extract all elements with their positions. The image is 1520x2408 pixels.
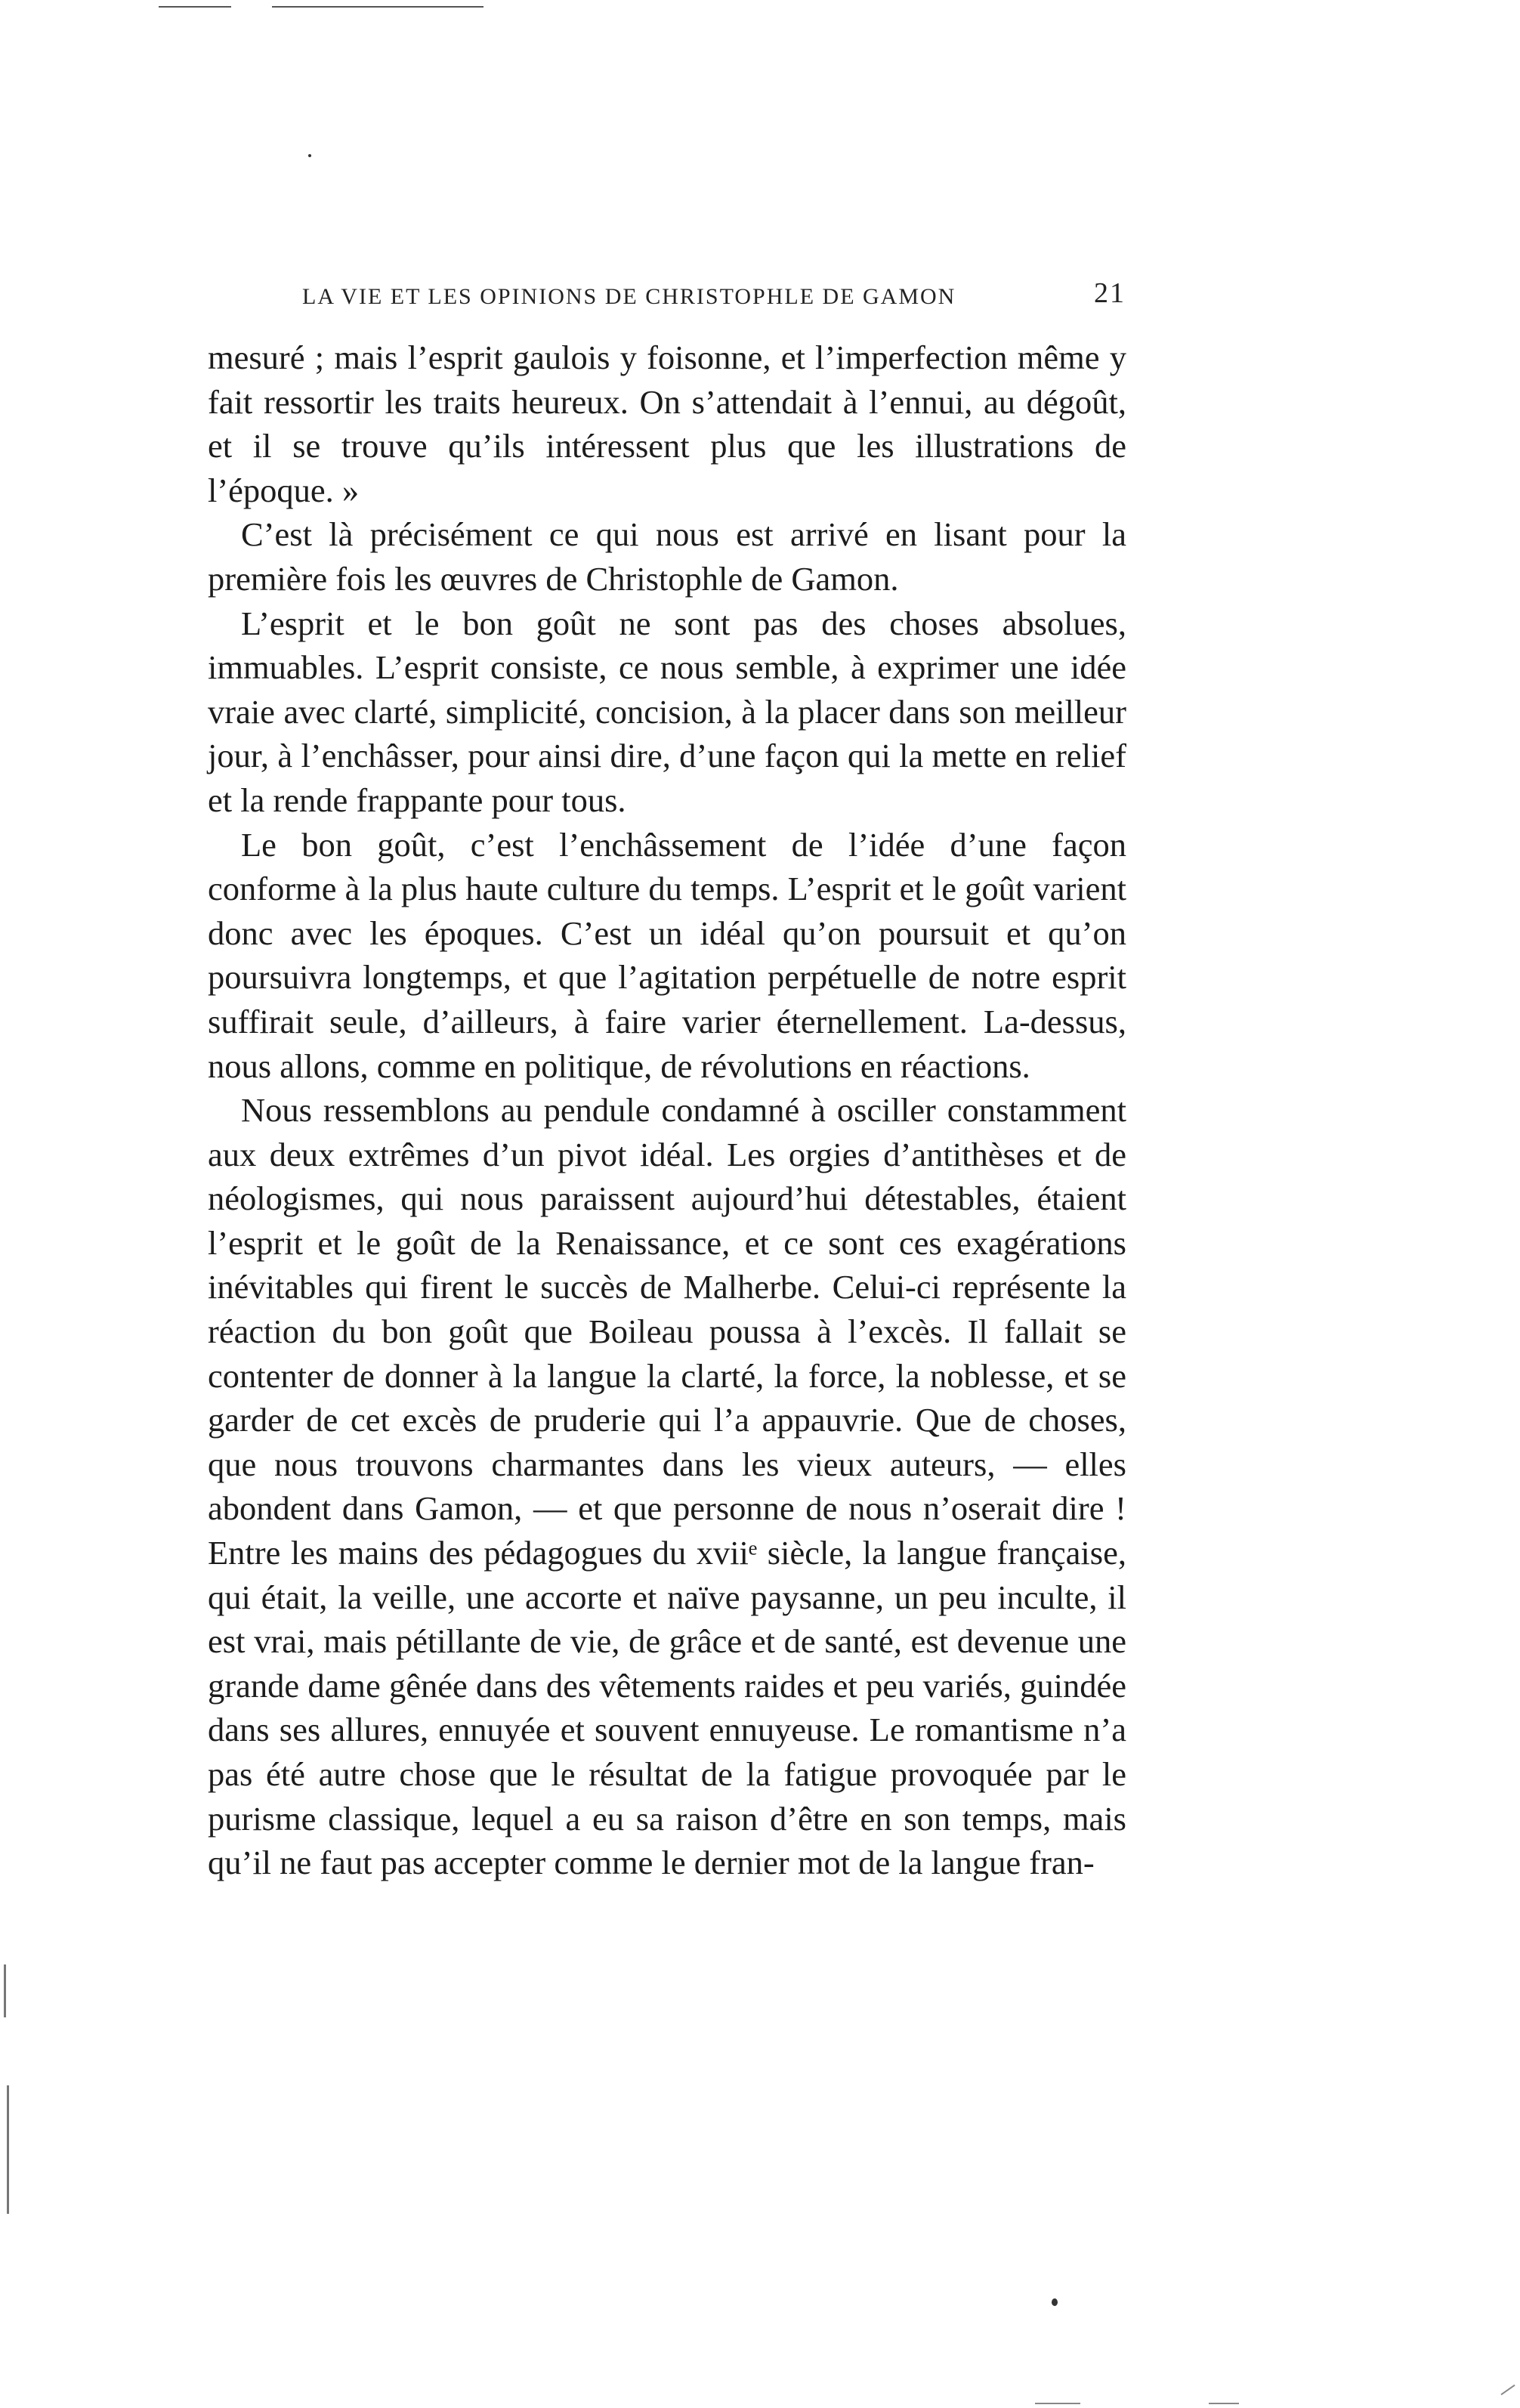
page-number: 21 [1094, 277, 1126, 309]
corner-mark [1500, 2385, 1515, 2395]
running-title: LA VIE ET LES OPINIONS DE CHRISTOPHLE DE GAMON [302, 284, 956, 309]
margin-mark [4, 1964, 6, 2017]
ink-speck [308, 154, 311, 157]
paragraph: L’esprit et le bon goût ne sont pas des choses absolues, immuables. L’esprit consiste, ce nous semble, à exprimer une idée vraie avec clarté, simplicité, concision, à la placer dans son meilleur jour, à l’enchâsser, pour ainsi dire, d’une façon qui la mette en relief et la rende frappante pour tous. [208, 604, 1126, 819]
paragraph: Nous ressemblons au pendule condamné à osciller constamment aux deux extrêmes d’un pivot idéal. Les orgies d’antithèses et de néologismes, qui nous paraissent aujourd’hui détestables, étaient l’esprit et le goût de la Renaissance, et ce sont ces exagérations inévitables qui firent le succès de Malherbe. Celui-ci représente la réaction du bon goût que Boileau poussa à l’excès. Il fallait se contenter de donner à la langue la clarté, la force, la noblesse, et se garder de cet excès de pruderie qui l’a appauvrie. Que de choses, que nous trouvons charmantes dans les vieux auteurs, — elles abondent dans Gamon, — et que personne de nous n’oserait dire ! Entre les mains des pédagogues du xviiᵉ siècle, la langue française, qui était, la veille, une accorte et naïve paysanne, un peu inculte, il est vrai, mais pétillante de vie, de grâce et de santé, est devenue une grande dame gênée dans des vêtements raides et peu variés, guindée dans ses allures, ennuyée et souvent ennuyeuse. Le romantisme n’a pas été autre chose que le résultat de la fatigue provoquée par le purisme classique, lequel a eu sa raison d’être en son temps, mais qu’il ne faut pas accepter comme le dernier mot de la langue fran- [208, 1091, 1126, 1882]
top-edge-rule [159, 6, 231, 8]
body-text [208, 335, 1126, 1885]
bottom-edge-mark [1209, 2403, 1239, 2404]
paragraph-continued: mesuré ; mais l’esprit gaulois y foisonne, et l’imperfection même y fait ressortir les traits heureux. On s’attendait à l’ennui, au dégoût, et il se trouve qu’ils intéressent plus que les illustrations de l’époque. » [208, 338, 1126, 509]
paragraph: C’est là précisément ce qui nous est arrivé en lisant pour la première fois les œuvres de Christophle de Gamon. [208, 515, 1126, 598]
bottom-edge-mark [1035, 2403, 1080, 2404]
ink-speck [1052, 2298, 1058, 2306]
margin-mark [7, 2085, 9, 2214]
paragraph: Le bon goût, c’est l’enchâssement de l’idée d’une façon conforme à la plus haute culture du temps. L’esprit et le goût varient donc avec les époques. C’est un idéal qu’on poursuit et qu’on poursuivra longtemps, et que l’agitation perpétuelle de notre esprit suffirait seule, d’ailleurs, à faire varier éternellement. La-dessus, nous allons, comme en politique, de révolutions en réactions. [208, 825, 1126, 1085]
running-head [302, 277, 1126, 322]
top-edge-rule [272, 6, 483, 8]
